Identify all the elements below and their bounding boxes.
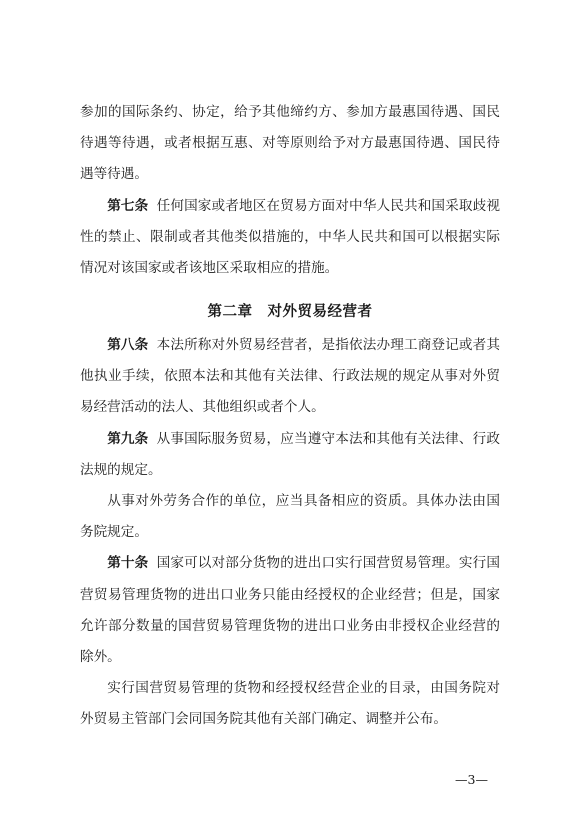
article-10-paragraph-2 <box>80 673 500 735</box>
article-number: 第七条 <box>107 197 149 214</box>
chapter-heading: 第二章 对外贸易经营者 <box>207 304 373 320</box>
article-10 <box>80 548 500 673</box>
paragraph-text: 实行国营贸易管理的货物和经授权经营企业的目录，由国务院对外贸易主管部门会同国务院其他有关部门确定、调整并公布。 <box>80 680 500 728</box>
article-9-paragraph-2 <box>80 486 500 548</box>
article-number: 第十条 <box>107 555 149 572</box>
article-7 <box>80 191 500 285</box>
paragraph-text: 从事对外劳务合作的单位，应当具备相应的资质。具体办法由国务院规定。 <box>80 493 500 541</box>
paragraph-text: 国家可以对部分货物的进出口实行国营贸易管理。实行国营贸易管理货物的进出口业务只能由经授权的企业经营；但是，国家允许部分数量的国营贸易管理货物的进出口业务由非授权企业经营的除外。 <box>80 555 501 666</box>
paragraph-text: 本法所称对外贸易经营者，是指依法办理工商登记或者其他执业手续，依照本法和其他有关法律、行政法规的规定从事对外贸易经营活动的法人、其他组织或者个人。 <box>80 337 501 416</box>
article-number: 第八条 <box>107 337 149 353</box>
article-8 <box>80 330 500 424</box>
paragraph-text: 从事国际服务贸易，应当遵守本法和其他有关法律、行政法规的规定。 <box>80 430 501 478</box>
paragraph-text: 任何国家或者地区在贸易方面对中华人民共和国采取歧视性的禁止、限制或者其他类似措施的，中华人民共和国可以根据实际情况对该国家或者该地区采取相应的措施。 <box>80 197 501 277</box>
paragraph-text: 参加的国际条约、协定，给予其他缔约方、参加方最惠国待遇、国民待遇等待遇，或者根据互惠、对等原则给予对方最惠国待遇、国民待遇等待遇。 <box>80 104 500 183</box>
body-text-top <box>80 97 500 284</box>
paragraph-continued <box>80 97 500 191</box>
page-number: —3— <box>455 772 488 787</box>
article-9 <box>80 424 500 486</box>
body-text-bottom <box>80 330 500 736</box>
article-number: 第九条 <box>107 430 149 447</box>
